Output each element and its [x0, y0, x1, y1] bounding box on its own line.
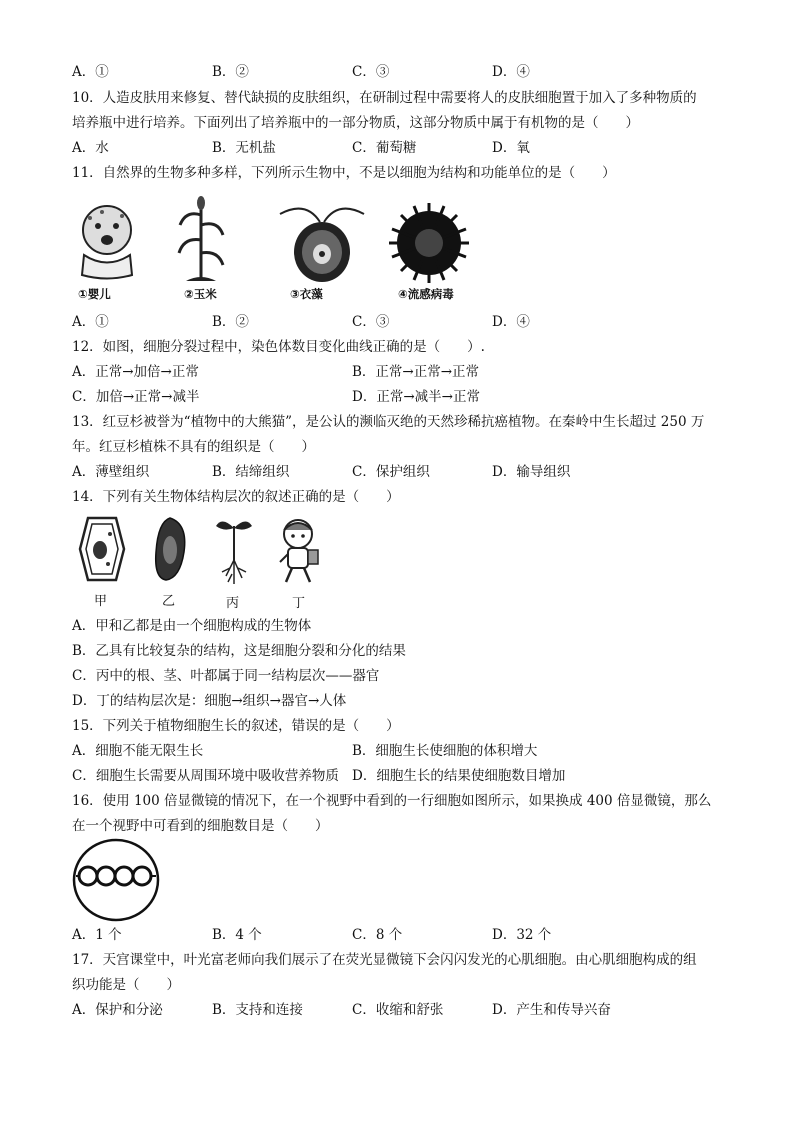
q17-option-c: C．收缩和舒张	[352, 1002, 444, 1018]
q16-option-a: A．1 个	[72, 927, 122, 943]
q10-option-d: D．氧	[492, 140, 530, 156]
q11-option-c: C．③	[352, 314, 390, 330]
q11-stem: 11．自然界的生物多种多样，下列所示生物中，不是以细胞为结构和功能单位的是（ ）	[72, 165, 616, 181]
q11-caption-virus: ④流感病毒	[398, 287, 454, 301]
q11-option-b: B．②	[212, 314, 249, 330]
q14-label-jia: 甲	[94, 594, 108, 609]
q15-option-d: D．细胞生长的结果使细胞数目增加	[352, 768, 566, 784]
q10-stem-line1: 10．人造皮肤用来修复、替代缺损的皮肤组织，在研制过程中需要将人的皮肤细胞置于加入了多种物质的	[72, 90, 697, 106]
q16-stem-line1: 16．使用 100 倍显微镜的情况下，在一个视野中看到的一行细胞如图所示，如果换成 400 倍显微镜，那么	[72, 793, 712, 809]
q11-caption-baby: ①婴儿	[78, 287, 111, 301]
q12-option-c: C．加倍→正常→减半	[72, 389, 200, 405]
q12-option-d: D．正常→减半→正常	[352, 389, 480, 405]
seedling-illustration	[214, 514, 254, 586]
q16-option-b: B．4 个	[212, 927, 262, 943]
paramecium-illustration	[150, 516, 190, 582]
q10-stem-line2: 培养瓶中进行培养。下面列出了培养瓶中的一部分物质，这部分物质中属于有机物的是（ ）	[72, 115, 639, 131]
plant-cell-illustration	[78, 514, 126, 584]
q14-label-ding: 丁	[292, 596, 306, 611]
q10-option-a: A．水	[72, 140, 109, 156]
q11-caption-chlamydomonas: ③衣藻	[290, 287, 323, 301]
q9-option-d: D．④	[492, 64, 530, 80]
q13-stem-line2: 年。红豆杉植株不具有的组织是（ ）	[72, 439, 315, 455]
q11-caption-corn: ②玉米	[184, 287, 217, 301]
q17-option-b: B．支持和连接	[212, 1002, 303, 1018]
q17-stem-line2: 织功能是（ ）	[72, 977, 180, 993]
q13-option-c: C．保护组织	[352, 464, 430, 480]
influenza-virus-illustration	[386, 203, 472, 283]
q15-stem: 15．下列关于植物细胞生长的叙述，错误的是（ ）	[72, 718, 400, 734]
q14-option-c: C．丙中的根、茎、叶都属于同一结构层次——器官	[72, 668, 380, 684]
q15-option-c: C．细胞生长需要从周围环境中吸收营养物质	[72, 768, 339, 784]
q17-option-d: D．产生和传导兴奋	[492, 1002, 611, 1018]
child-illustration	[274, 516, 324, 584]
q11-option-d: D．④	[492, 314, 530, 330]
q13-option-a: A．薄壁组织	[72, 464, 150, 480]
q13-option-b: B．结缔组织	[212, 464, 290, 480]
baby-illustration	[72, 200, 142, 282]
q13-stem-line1: 13．红豆杉被誉为“植物中的大熊猫”，是公认的濒临灭绝的天然珍稀抗癌植物。在秦岭中生长超过 250 万	[72, 414, 705, 430]
q15-option-b: B．细胞生长使细胞的体积增大	[352, 743, 538, 759]
q12-option-a: A．正常→加倍→正常	[72, 364, 199, 380]
q9-option-c: C．③	[352, 64, 390, 80]
q9-option-a: A．①	[72, 64, 109, 80]
q14-option-a: A．甲和乙都是由一个细胞构成的生物体	[72, 618, 312, 634]
q17-option-a: A．保护和分泌	[72, 1002, 163, 1018]
q14-option-d: D．丁的结构层次是：细胞→组织→器官→人体	[72, 693, 347, 709]
q15-option-a: A．细胞不能无限生长	[72, 743, 204, 759]
q9-option-b: B．②	[212, 64, 249, 80]
microscope-field-illustration	[72, 838, 162, 922]
q16-option-c: C．8 个	[352, 927, 403, 943]
q14-label-yi: 乙	[162, 594, 176, 609]
q10-option-b: B．无机盐	[212, 140, 276, 156]
q16-option-d: D．32 个	[492, 927, 552, 943]
q12-option-b: B．正常→正常→正常	[352, 364, 480, 380]
q11-option-a: A．①	[72, 314, 109, 330]
q14-option-b: B．乙具有比较复杂的结构，这是细胞分裂和分化的结果	[72, 643, 406, 659]
q17-stem-line1: 17．天宫课堂中，叶光富老师向我们展示了在荧光显微镜下会闪闪发光的心肌细胞。由心肌细胞构成的组	[72, 952, 697, 968]
chlamydomonas-illustration	[276, 200, 368, 284]
corn-illustration	[176, 195, 226, 283]
q10-option-c: C．葡萄糖	[352, 140, 417, 156]
q13-option-d: D．输导组织	[492, 464, 571, 480]
q14-label-bing: 丙	[226, 596, 240, 611]
q12-stem: 12．如图，细胞分裂过程中，染色体数目变化曲线正确的是（ ）.	[72, 339, 485, 355]
q14-stem: 14．下列有关生物体结构层次的叙述正确的是（ ）	[72, 489, 400, 505]
q16-stem-line2: 在一个视野中可看到的细胞数目是（ ）	[72, 818, 329, 834]
